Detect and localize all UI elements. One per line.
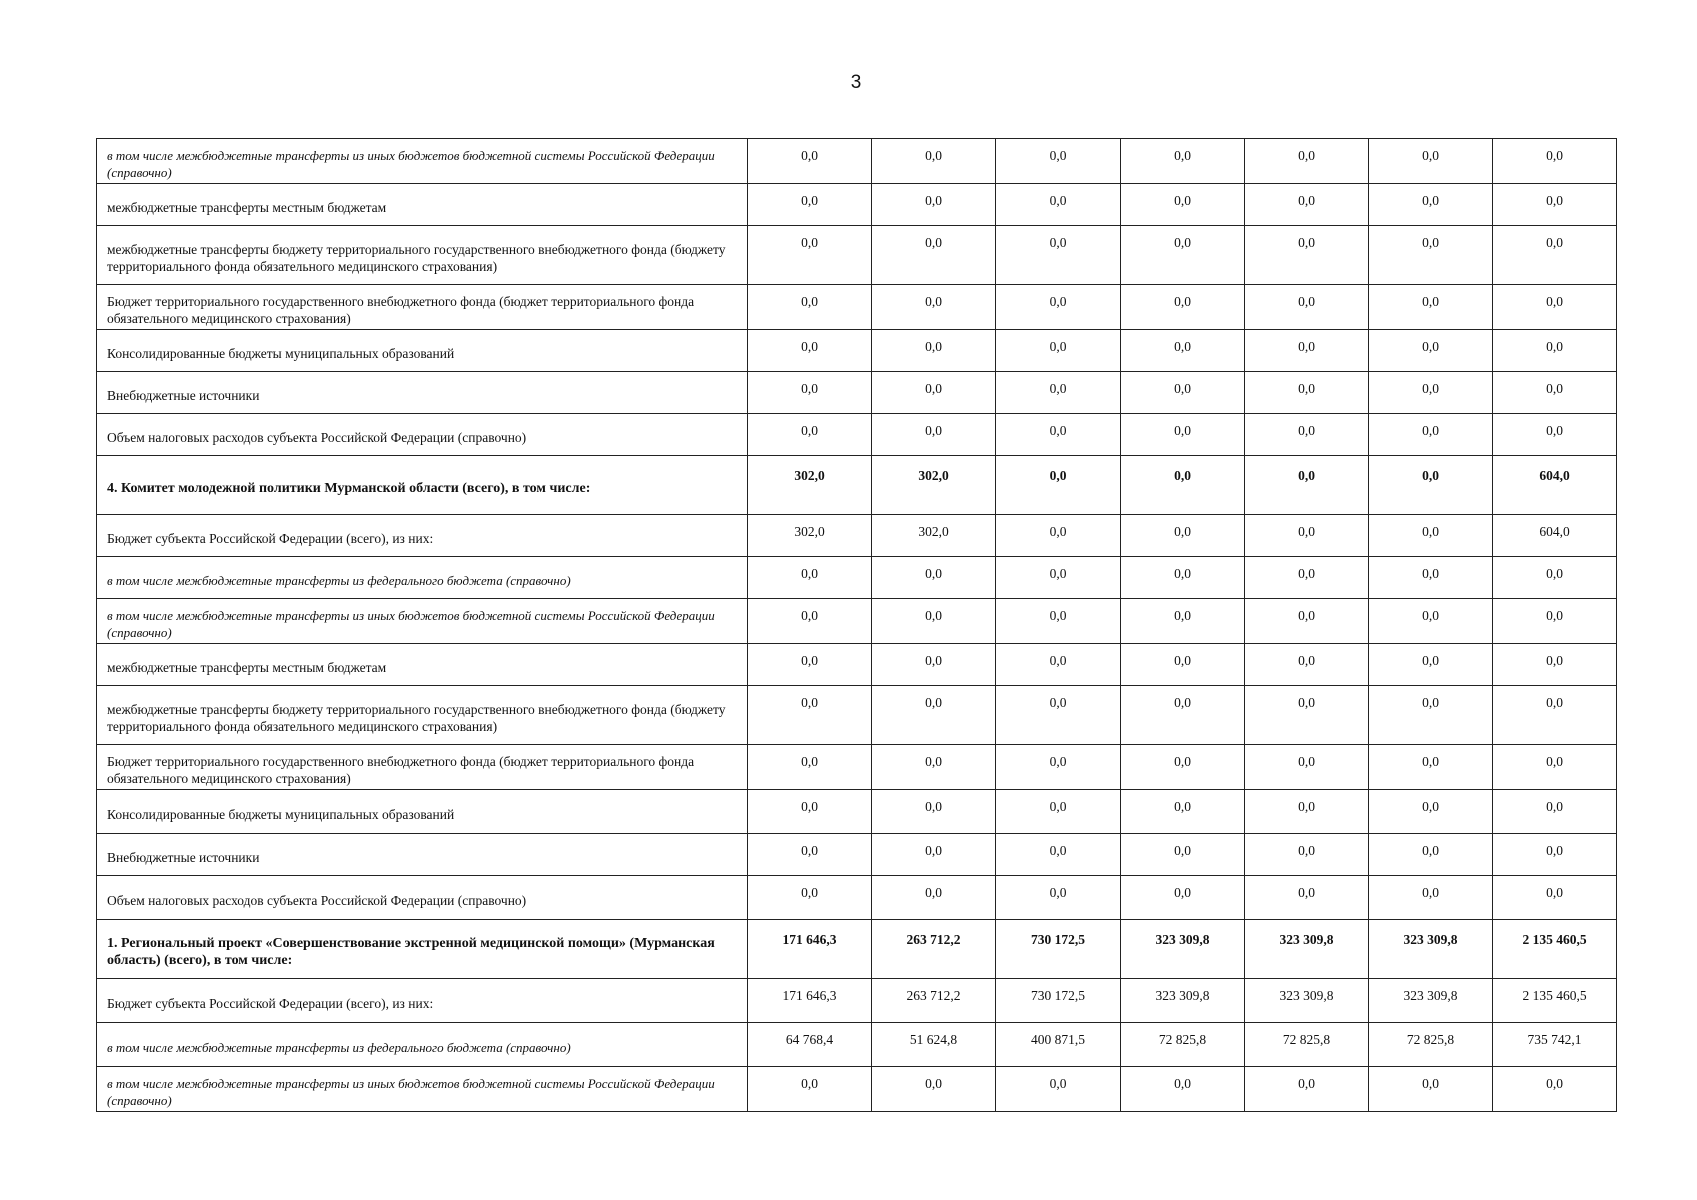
- value-cell: 0,0: [1493, 1067, 1617, 1112]
- value-cell: 0,0: [1121, 834, 1245, 876]
- value-cell: 0,0: [1369, 456, 1493, 515]
- value-cell: 0,0: [996, 557, 1121, 599]
- table-row: [97, 285, 1617, 330]
- value-cell: 0,0: [1369, 557, 1493, 599]
- value-cell: 51 624,8: [872, 1023, 996, 1067]
- value-cell: 0,0: [1245, 745, 1369, 790]
- value-cell: 0,0: [1121, 515, 1245, 557]
- value-cell: 0,0: [1121, 790, 1245, 834]
- value-cell: 0,0: [1245, 557, 1369, 599]
- value-cell: 0,0: [996, 285, 1121, 330]
- value-cell: 0,0: [1369, 745, 1493, 790]
- value-cell: 302,0: [748, 456, 872, 515]
- value-cell: 302,0: [748, 515, 872, 557]
- row-label: межбюджетные трансферты местным бюджетам: [97, 644, 748, 686]
- value-cell: 0,0: [872, 876, 996, 920]
- row-label: Объем налоговых расходов субъекта Российской Федерации (справочно): [97, 414, 748, 456]
- row-label: 4. Комитет молодежной политики Мурманской области (всего), в том числе:: [97, 456, 748, 515]
- value-cell: 0,0: [1121, 557, 1245, 599]
- value-cell: 0,0: [996, 686, 1121, 745]
- table-row: [97, 979, 1617, 1023]
- value-cell: 72 825,8: [1245, 1023, 1369, 1067]
- value-cell: 0,0: [1369, 226, 1493, 285]
- table-row: [97, 1023, 1617, 1067]
- table-row: [97, 414, 1617, 456]
- row-label: межбюджетные трансферты бюджету территориального государственного внебюджетного фонда (бюджету территориального фонда обязательного медицинского страхования): [97, 686, 748, 745]
- value-cell: 323 309,8: [1245, 920, 1369, 979]
- value-cell: 0,0: [1369, 644, 1493, 686]
- value-cell: 0,0: [1493, 285, 1617, 330]
- value-cell: 0,0: [996, 644, 1121, 686]
- value-cell: 0,0: [748, 184, 872, 226]
- value-cell: 735 742,1: [1493, 1023, 1617, 1067]
- value-cell: 0,0: [1245, 226, 1369, 285]
- row-label: Бюджет субъекта Российской Федерации (всего), из них:: [97, 515, 748, 557]
- value-cell: 0,0: [1121, 285, 1245, 330]
- row-label: Консолидированные бюджеты муниципальных образований: [97, 330, 748, 372]
- value-cell: 0,0: [1121, 644, 1245, 686]
- value-cell: 0,0: [1369, 285, 1493, 330]
- value-cell: 0,0: [872, 184, 996, 226]
- value-cell: 0,0: [1121, 686, 1245, 745]
- value-cell: 730 172,5: [996, 979, 1121, 1023]
- value-cell: 0,0: [872, 139, 996, 184]
- table-row: [97, 226, 1617, 285]
- value-cell: 0,0: [1369, 414, 1493, 456]
- value-cell: 0,0: [1121, 330, 1245, 372]
- table-row: [97, 184, 1617, 226]
- value-cell: 0,0: [1493, 686, 1617, 745]
- value-cell: 0,0: [1245, 1067, 1369, 1112]
- value-cell: 0,0: [1245, 414, 1369, 456]
- value-cell: 0,0: [872, 226, 996, 285]
- value-cell: 0,0: [872, 745, 996, 790]
- table-row: [97, 834, 1617, 876]
- value-cell: 0,0: [1245, 644, 1369, 686]
- value-cell: 0,0: [1121, 139, 1245, 184]
- row-label: Объем налоговых расходов субъекта Российской Федерации (справочно): [97, 876, 748, 920]
- table-row: [97, 456, 1617, 515]
- row-label: в том числе межбюджетные трансферты из иных бюджетов бюджетной системы Российской Федерации (справочно): [97, 139, 748, 184]
- row-label: Бюджет территориального государственного внебюджетного фонда (бюджет территориального фонда обязательного медицинского страхования): [97, 285, 748, 330]
- value-cell: 0,0: [1245, 790, 1369, 834]
- value-cell: 0,0: [748, 1067, 872, 1112]
- value-cell: 0,0: [1369, 330, 1493, 372]
- value-cell: 0,0: [1369, 184, 1493, 226]
- value-cell: 0,0: [1369, 599, 1493, 644]
- value-cell: 0,0: [996, 876, 1121, 920]
- value-cell: 0,0: [996, 330, 1121, 372]
- value-cell: 0,0: [872, 414, 996, 456]
- value-cell: 0,0: [872, 790, 996, 834]
- value-cell: 0,0: [1493, 644, 1617, 686]
- value-cell: 0,0: [1493, 599, 1617, 644]
- value-cell: 0,0: [872, 285, 996, 330]
- value-cell: 730 172,5: [996, 920, 1121, 979]
- row-label: в том числе межбюджетные трансферты из федерального бюджета (справочно): [97, 1023, 748, 1067]
- row-label: Бюджет субъекта Российской Федерации (всего), из них:: [97, 979, 748, 1023]
- value-cell: 0,0: [1121, 599, 1245, 644]
- value-cell: 0,0: [1369, 834, 1493, 876]
- value-cell: 0,0: [1493, 372, 1617, 414]
- value-cell: 0,0: [748, 686, 872, 745]
- value-cell: 0,0: [1493, 414, 1617, 456]
- value-cell: 0,0: [1493, 184, 1617, 226]
- value-cell: 323 309,8: [1121, 979, 1245, 1023]
- value-cell: 0,0: [748, 557, 872, 599]
- table-row: [97, 139, 1617, 184]
- value-cell: 0,0: [996, 515, 1121, 557]
- row-label: Консолидированные бюджеты муниципальных образований: [97, 790, 748, 834]
- value-cell: 323 309,8: [1121, 920, 1245, 979]
- value-cell: 263 712,2: [872, 920, 996, 979]
- value-cell: 0,0: [748, 139, 872, 184]
- value-cell: 0,0: [872, 372, 996, 414]
- table-row: [97, 644, 1617, 686]
- table-row: [97, 330, 1617, 372]
- value-cell: 400 871,5: [996, 1023, 1121, 1067]
- value-cell: 64 768,4: [748, 1023, 872, 1067]
- value-cell: 0,0: [996, 790, 1121, 834]
- table-row: [97, 745, 1617, 790]
- table-row: [97, 599, 1617, 644]
- value-cell: 0,0: [1121, 745, 1245, 790]
- value-cell: 0,0: [748, 876, 872, 920]
- value-cell: 72 825,8: [1121, 1023, 1245, 1067]
- value-cell: 302,0: [872, 515, 996, 557]
- value-cell: 2 135 460,5: [1493, 920, 1617, 979]
- value-cell: 0,0: [1121, 876, 1245, 920]
- value-cell: 0,0: [996, 372, 1121, 414]
- value-cell: 0,0: [996, 834, 1121, 876]
- value-cell: 171 646,3: [748, 920, 872, 979]
- budget-table: [96, 138, 1617, 1112]
- value-cell: 0,0: [1493, 745, 1617, 790]
- table-row: [97, 372, 1617, 414]
- value-cell: 0,0: [1245, 330, 1369, 372]
- table-row: [97, 515, 1617, 557]
- value-cell: 0,0: [1121, 372, 1245, 414]
- table-row: [97, 790, 1617, 834]
- value-cell: 0,0: [996, 1067, 1121, 1112]
- value-cell: 0,0: [1369, 1067, 1493, 1112]
- value-cell: 0,0: [1493, 557, 1617, 599]
- row-label: в том числе межбюджетные трансферты из иных бюджетов бюджетной системы Российской Федерации (справочно): [97, 599, 748, 644]
- value-cell: 0,0: [872, 1067, 996, 1112]
- value-cell: 0,0: [748, 226, 872, 285]
- value-cell: 0,0: [872, 644, 996, 686]
- value-cell: 0,0: [748, 644, 872, 686]
- value-cell: 0,0: [996, 139, 1121, 184]
- value-cell: 0,0: [1369, 515, 1493, 557]
- table-row: [97, 557, 1617, 599]
- value-cell: 0,0: [1369, 876, 1493, 920]
- value-cell: 0,0: [1369, 372, 1493, 414]
- row-label: 1. Региональный проект «Совершенствование экстренной медицинской помощи» (Мурманская область) (всего), в том числе:: [97, 920, 748, 979]
- page-number: 3: [850, 72, 862, 93]
- value-cell: 0,0: [872, 599, 996, 644]
- value-cell: 0,0: [1121, 184, 1245, 226]
- value-cell: 0,0: [1245, 515, 1369, 557]
- value-cell: 263 712,2: [872, 979, 996, 1023]
- value-cell: 0,0: [1493, 226, 1617, 285]
- value-cell: 0,0: [1369, 686, 1493, 745]
- value-cell: 0,0: [1245, 599, 1369, 644]
- value-cell: 0,0: [872, 686, 996, 745]
- value-cell: 0,0: [748, 834, 872, 876]
- row-label: Бюджет территориального государственного внебюджетного фонда (бюджет территориального фонда обязательного медицинского страхования): [97, 745, 748, 790]
- value-cell: 0,0: [996, 184, 1121, 226]
- value-cell: 0,0: [1245, 184, 1369, 226]
- value-cell: 0,0: [748, 745, 872, 790]
- value-cell: 0,0: [996, 599, 1121, 644]
- table-row: [97, 1067, 1617, 1112]
- value-cell: 0,0: [748, 330, 872, 372]
- value-cell: 0,0: [1245, 834, 1369, 876]
- value-cell: 0,0: [1245, 876, 1369, 920]
- row-label: в том числе межбюджетные трансферты из иных бюджетов бюджетной системы Российской Федерации (справочно): [97, 1067, 748, 1112]
- value-cell: 0,0: [1121, 226, 1245, 285]
- value-cell: 0,0: [1245, 139, 1369, 184]
- value-cell: 0,0: [872, 834, 996, 876]
- table-row: [97, 686, 1617, 745]
- value-cell: 0,0: [996, 456, 1121, 515]
- value-cell: 0,0: [748, 285, 872, 330]
- value-cell: 0,0: [872, 330, 996, 372]
- value-cell: 0,0: [1369, 790, 1493, 834]
- value-cell: 0,0: [1245, 372, 1369, 414]
- value-cell: 0,0: [1493, 790, 1617, 834]
- value-cell: 0,0: [1245, 285, 1369, 330]
- table-row: [97, 876, 1617, 920]
- row-label: Внебюджетные источники: [97, 834, 748, 876]
- value-cell: 0,0: [1245, 456, 1369, 515]
- row-label: в том числе межбюджетные трансферты из федерального бюджета (справочно): [97, 557, 748, 599]
- value-cell: 302,0: [872, 456, 996, 515]
- value-cell: 0,0: [1493, 139, 1617, 184]
- value-cell: 72 825,8: [1369, 1023, 1493, 1067]
- value-cell: 323 309,8: [1369, 979, 1493, 1023]
- value-cell: 604,0: [1493, 456, 1617, 515]
- value-cell: 0,0: [1369, 139, 1493, 184]
- value-cell: 0,0: [1493, 876, 1617, 920]
- value-cell: 0,0: [748, 414, 872, 456]
- value-cell: 0,0: [748, 790, 872, 834]
- value-cell: 0,0: [1121, 1067, 1245, 1112]
- value-cell: 2 135 460,5: [1493, 979, 1617, 1023]
- row-label: Внебюджетные источники: [97, 372, 748, 414]
- value-cell: 604,0: [1493, 515, 1617, 557]
- value-cell: 0,0: [1245, 686, 1369, 745]
- value-cell: 0,0: [996, 745, 1121, 790]
- value-cell: 323 309,8: [1369, 920, 1493, 979]
- budget-table-body: [97, 139, 1617, 1112]
- table-row: [97, 920, 1617, 979]
- value-cell: 0,0: [748, 599, 872, 644]
- value-cell: 0,0: [1121, 456, 1245, 515]
- value-cell: 0,0: [996, 414, 1121, 456]
- value-cell: 0,0: [1121, 414, 1245, 456]
- row-label: межбюджетные трансферты местным бюджетам: [97, 184, 748, 226]
- value-cell: 0,0: [996, 226, 1121, 285]
- row-label: межбюджетные трансферты бюджету территориального государственного внебюджетного фонда (бюджету территориального фонда обязательного медицинского страхования): [97, 226, 748, 285]
- value-cell: 0,0: [1493, 834, 1617, 876]
- value-cell: 171 646,3: [748, 979, 872, 1023]
- value-cell: 0,0: [1493, 330, 1617, 372]
- value-cell: 323 309,8: [1245, 979, 1369, 1023]
- value-cell: 0,0: [748, 372, 872, 414]
- value-cell: 0,0: [872, 557, 996, 599]
